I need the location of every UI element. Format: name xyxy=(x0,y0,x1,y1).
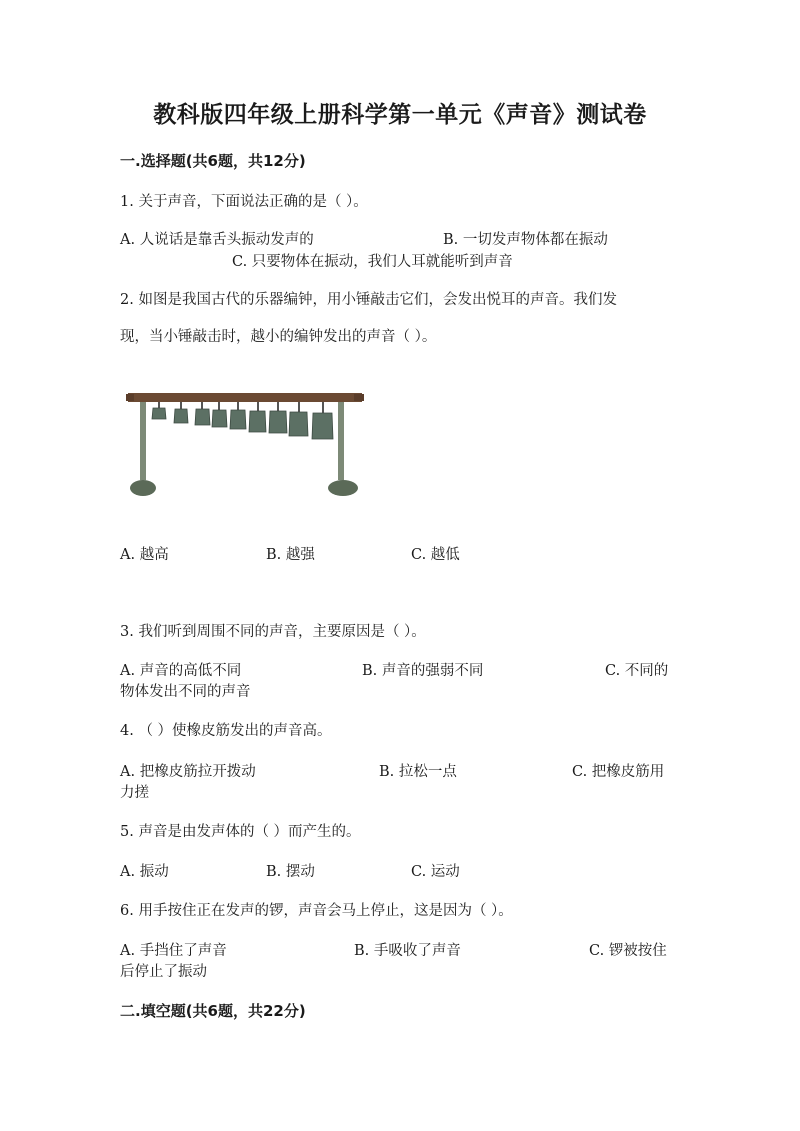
question-6-option-c: C. 锣被按住 xyxy=(589,943,667,959)
question-5-option-b: B. 摆动 xyxy=(266,864,315,880)
question-3-option-c: C. 不同的 xyxy=(605,663,669,679)
question-6-option-b: B. 手吸收了声音 xyxy=(354,943,461,959)
question-4-option-b: B. 拉松一点 xyxy=(379,764,457,780)
question-6-stem: 6. 用手按住正在发声的锣，声音会马上停止，这是因为（ ）。 xyxy=(120,903,513,919)
question-6-option-c-continued: 后停止了振动 xyxy=(120,964,207,980)
question-3-option-b: B. 声音的强弱不同 xyxy=(362,663,484,679)
question-4-option-c-continued: 力搓 xyxy=(120,785,149,801)
question-6-option-a: A. 手挡住了声音 xyxy=(120,943,227,959)
section-heading-fill-blank: 二.填空题(共6题，共22分) xyxy=(120,1002,306,1020)
question-2-option-c: C. 越低 xyxy=(411,547,460,563)
question-2-option-a: A. 越高 xyxy=(120,547,169,563)
section-heading-choice: 一.选择题(共6题，共12分) xyxy=(120,152,306,170)
question-1-option-c: C. 只要物体在振动，我们人耳就能听到声音 xyxy=(232,254,513,270)
question-3-option-a: A. 声音的高低不同 xyxy=(120,663,242,679)
question-3-stem: 3. 我们听到周围不同的声音，主要原因是（ ）。 xyxy=(120,624,426,640)
question-5-option-c: C. 运动 xyxy=(411,864,460,880)
question-5-option-a: A. 振动 xyxy=(120,864,169,880)
question-5-stem: 5. 声音是由发声体的（ ）而产生的。 xyxy=(120,824,361,840)
question-3-option-c-continued: 物体发出不同的声音 xyxy=(120,684,251,700)
question-2-stem-line2: 现，当小锤敲击时，越小的编钟发出的声音（ ）。 xyxy=(120,329,437,345)
question-1-option-b: B. 一切发声物体都在振动 xyxy=(443,232,608,248)
bianzhong-bells-image xyxy=(126,380,366,500)
page-title: 教科版四年级上册科学第一单元《声音》测试卷 xyxy=(153,102,647,128)
question-4-stem: 4. （ ）使橡皮筋发出的声音高。 xyxy=(120,723,332,739)
question-4-option-a: A. 把橡皮筋拉开拨动 xyxy=(120,764,256,780)
question-2-option-b: B. 越强 xyxy=(266,547,315,563)
question-1-stem: 1. 关于声音，下面说法正确的是（ ）。 xyxy=(120,194,368,210)
question-1-option-a: A. 人说话是靠舌头振动发声的 xyxy=(120,232,314,248)
question-2-stem-line1: 2. 如图是我国古代的乐器编钟，用小锤敲击它们，会发出悦耳的声音。我们发 xyxy=(120,292,617,308)
question-4-option-c: C. 把橡皮筋用 xyxy=(572,764,665,780)
